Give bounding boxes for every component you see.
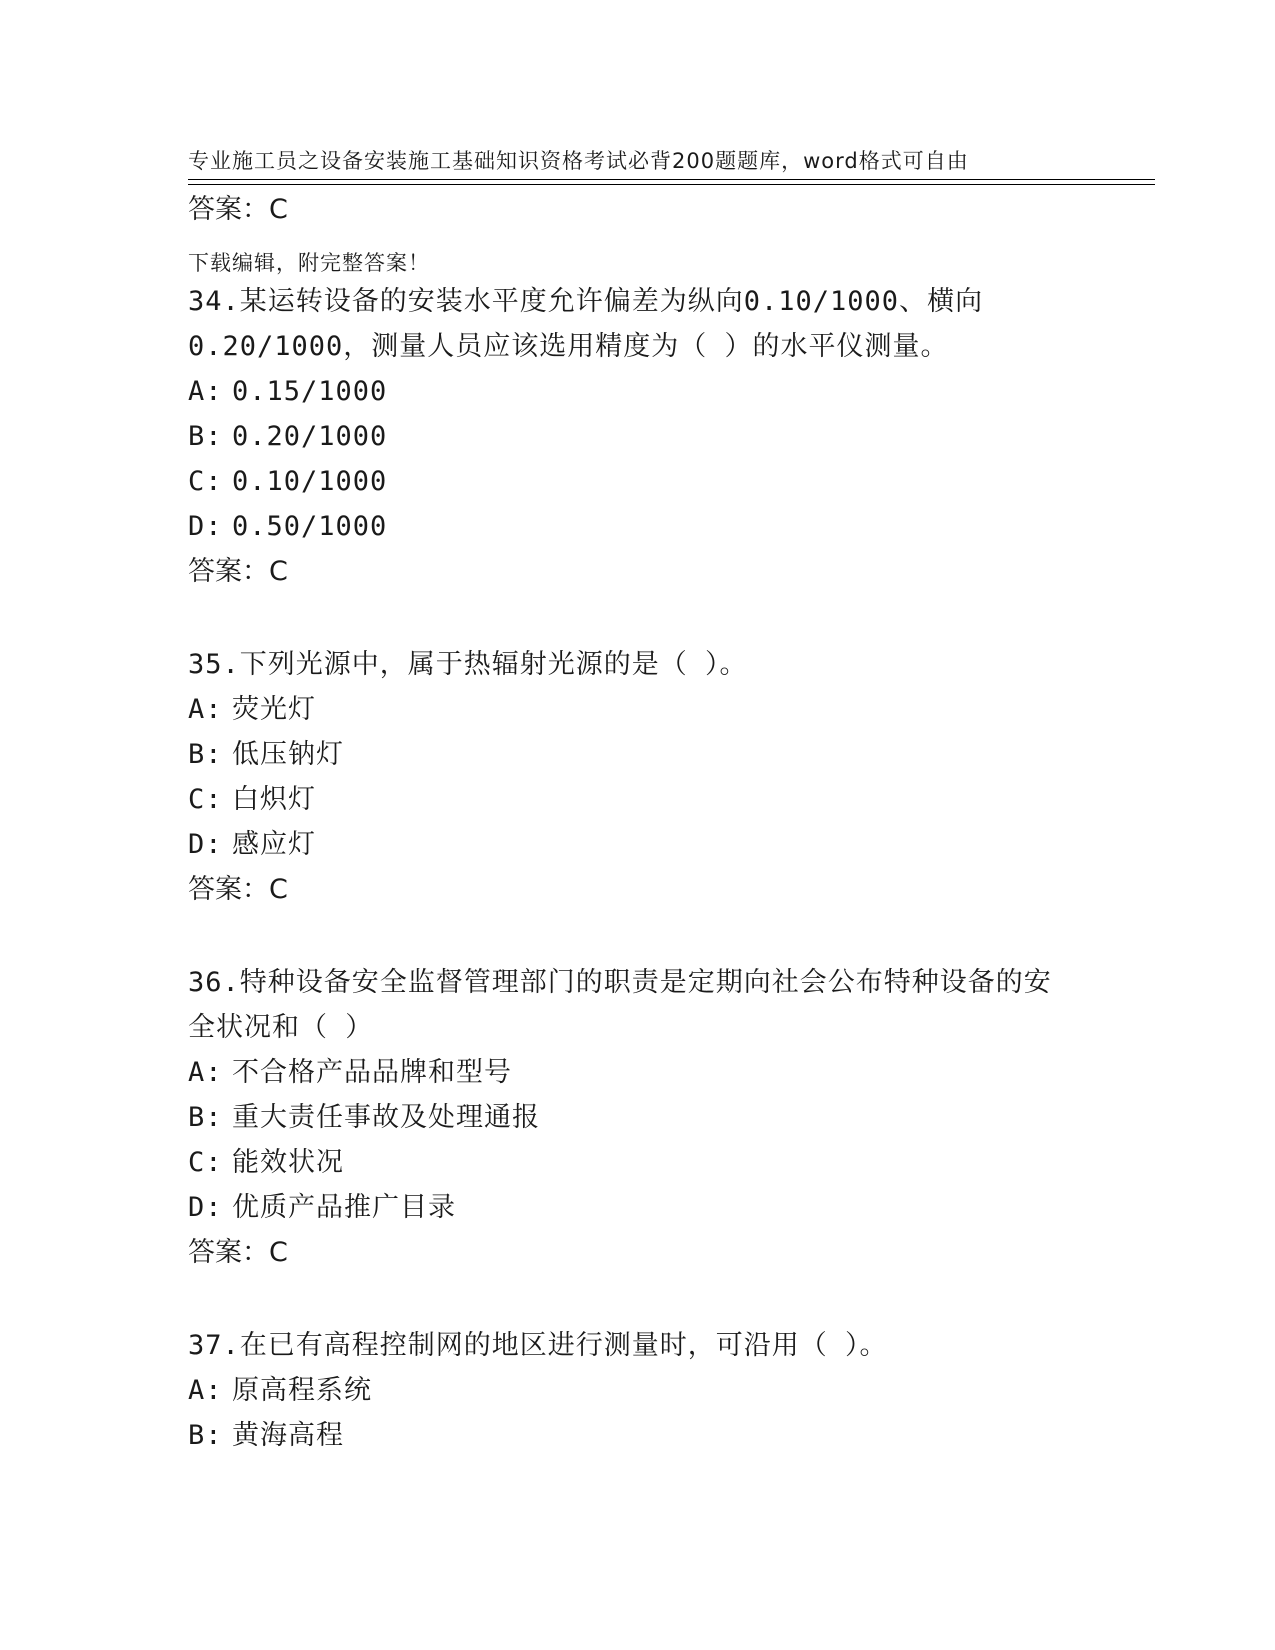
option-text: 黄海高程 [232, 1420, 344, 1451]
option-letter: B: [188, 739, 223, 770]
question-36-option-a [188, 1056, 512, 1090]
option-text: 能效状况 [232, 1147, 344, 1178]
option-letter: C: [188, 466, 223, 497]
header-line-2: 下载编辑，附完整答案！ [188, 251, 430, 275]
option-letter: B: [188, 1102, 223, 1133]
question-36-option-d [188, 1191, 456, 1225]
option-text: 不合格产品品牌和型号 [232, 1057, 512, 1088]
question-35-option-c [188, 783, 316, 817]
option-letter: A: [188, 1057, 223, 1088]
question-34-option-b [188, 420, 387, 454]
question-34-answer: 答案：C [188, 556, 288, 587]
option-text: 优质产品推广目录 [232, 1192, 456, 1223]
question-35-option-b [188, 738, 344, 772]
question-34-option-c [188, 465, 387, 499]
option-text: 白炽灯 [232, 784, 316, 815]
option-text: 0.50/1000 [232, 511, 388, 542]
option-letter: B: [188, 1420, 223, 1451]
option-letter: B: [188, 421, 223, 452]
option-text: 0.20/1000 [232, 421, 388, 452]
option-letter: D: [188, 1192, 223, 1223]
question-37-option-a [188, 1374, 372, 1408]
question-34-stem-line-1: 34.某运转设备的安装水平度允许偏差为纵向0.10/1000、横向 [188, 286, 984, 317]
header-rule-top [188, 179, 1155, 180]
question-36-stem-line-1: 36.特种设备安全监督管理部门的职责是定期向社会公布特种设备的安 [188, 967, 1052, 998]
question-36-option-b [188, 1101, 540, 1135]
question-35-answer: 答案：C [188, 874, 288, 905]
question-34-option-d [188, 510, 387, 544]
option-letter: A: [188, 376, 223, 407]
document-header [188, 76, 1088, 314]
question-35-option-d [188, 828, 316, 862]
question-34-option-a [188, 375, 387, 409]
question-35-stem-line-1: 35.下列光源中，属于热辐射光源的是（ ）。 [188, 649, 748, 680]
question-36-stem-line-2: 全状况和（ ） [188, 1012, 374, 1043]
option-text: 感应灯 [232, 829, 316, 860]
option-text: 0.10/1000 [232, 466, 388, 497]
question-36-option-c [188, 1146, 344, 1180]
option-text: 重大责任事故及处理通报 [232, 1102, 540, 1133]
question-37-option-b [188, 1419, 344, 1453]
option-text: 荧光灯 [232, 694, 316, 725]
option-letter: C: [188, 784, 223, 815]
option-letter: C: [188, 1147, 223, 1178]
header-rule-bottom [188, 184, 1155, 185]
question-37-stem-line-1: 37.在已有高程控制网的地区进行测量时，可沿用（ ）。 [188, 1330, 888, 1361]
option-text: 0.15/1000 [232, 376, 388, 407]
option-letter: D: [188, 511, 223, 542]
option-letter: D: [188, 829, 223, 860]
option-letter: A: [188, 694, 223, 725]
option-text: 低压钠灯 [232, 739, 344, 770]
question-34-stem-line-2: 0.20/1000，测量人员应该选用精度为（ ）的水平仪测量。 [188, 331, 949, 362]
option-letter: A: [188, 1375, 223, 1406]
header-line-1: 专业施工员之设备安装施工基础知识资格考试必背200题题库，word格式可自由 [188, 149, 969, 173]
question-35-option-a [188, 693, 316, 727]
question-36-answer: 答案：C [188, 1237, 288, 1268]
option-text: 原高程系统 [232, 1375, 372, 1406]
answer-prev: 答案：C [188, 194, 288, 225]
